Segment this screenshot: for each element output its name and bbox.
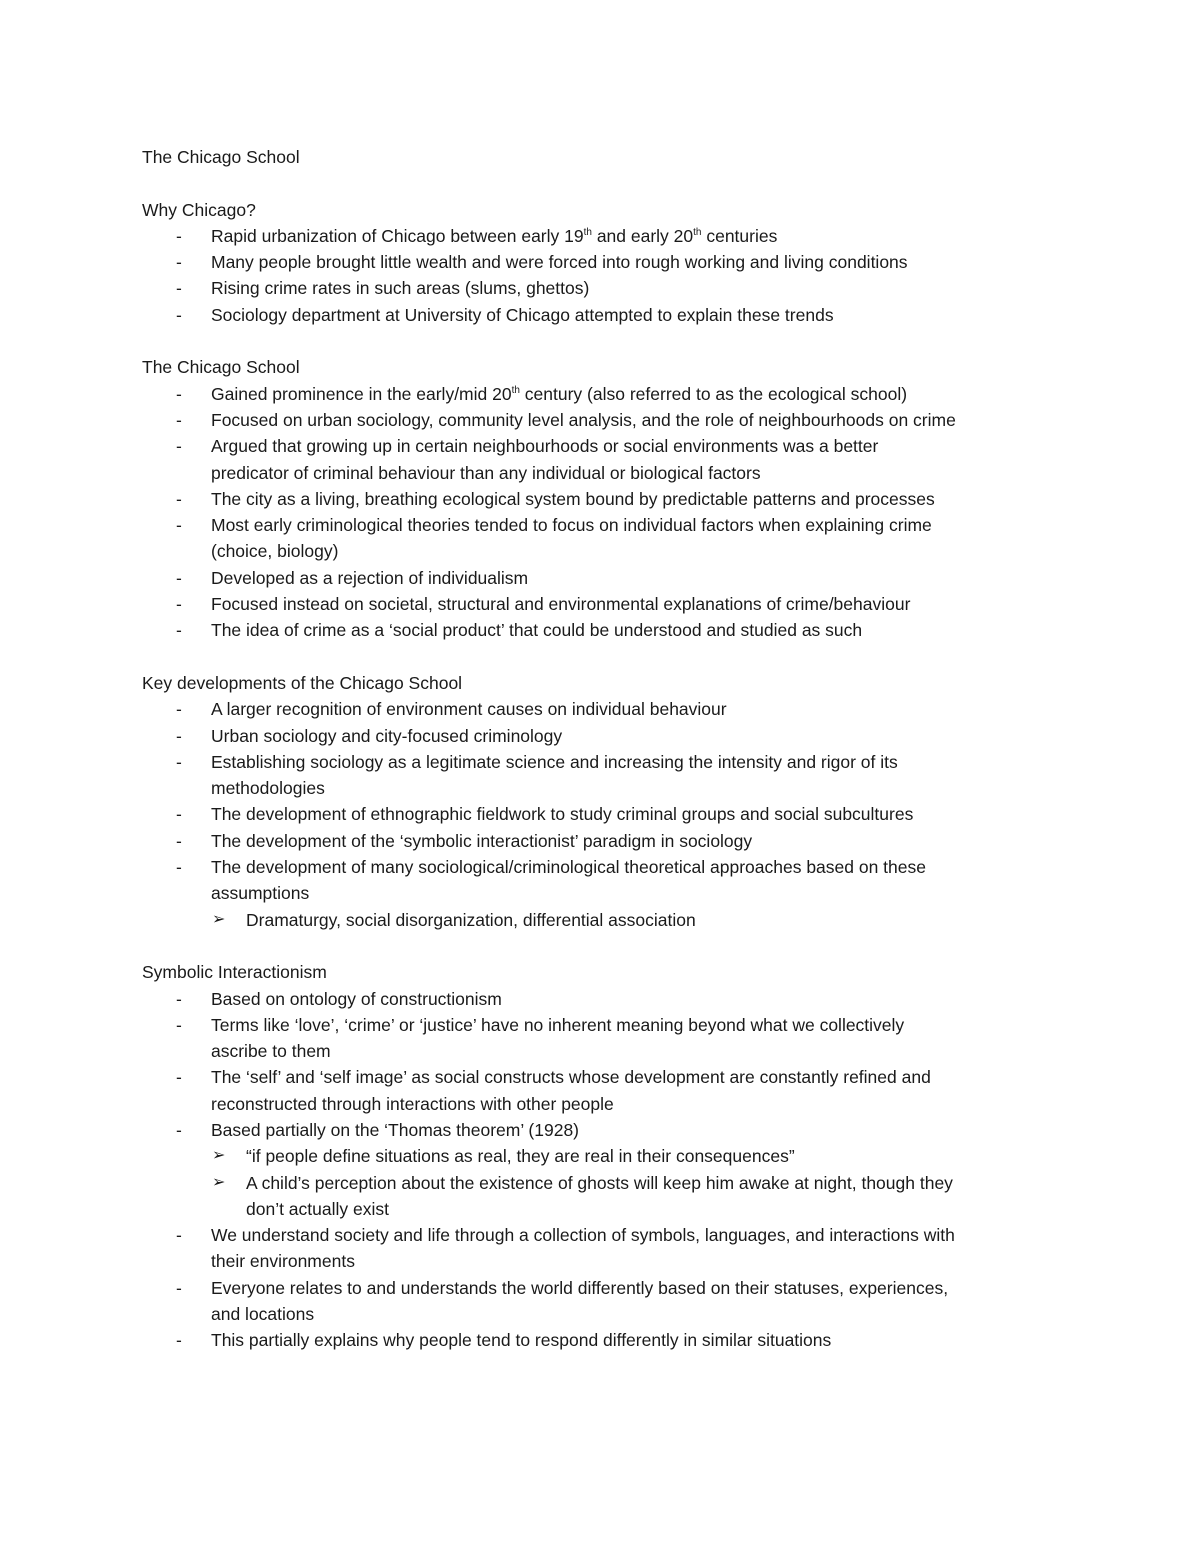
list-item: - The idea of crime as a ‘social product’ that could be understood and studied as such bbox=[142, 617, 1072, 643]
section-heading-symbolic-interactionism: Symbolic Interactionism bbox=[142, 962, 327, 983]
list-item: - Sociology department at University of Chicago attempted to explain these trends bbox=[142, 302, 1072, 328]
list-item: - Focused instead on societal, structural and environmental explanations of crime/behaviour bbox=[142, 591, 1072, 617]
dash-bullet-icon: - bbox=[176, 278, 182, 299]
dash-bullet-icon: - bbox=[176, 304, 182, 325]
dash-bullet-icon: - bbox=[176, 1330, 182, 1351]
dash-bullet-icon: - bbox=[176, 515, 182, 536]
list-item: - Argued that growing up in certain neighbourhoods or social environments was a better bbox=[142, 433, 1072, 459]
dash-bullet-icon: - bbox=[176, 225, 182, 246]
list-item: - Gained prominence in the early/mid 20th century (also referred to as the ecological school) bbox=[142, 381, 1072, 407]
section-heading-key-developments: Key developments of the Chicago School bbox=[142, 672, 463, 693]
dash-bullet-icon: - bbox=[176, 1225, 182, 1246]
document-title: The Chicago School bbox=[142, 147, 300, 167]
list-item: - A larger recognition of environment causes on individual behaviour bbox=[142, 696, 1072, 722]
dash-bullet-icon: - bbox=[176, 1119, 182, 1140]
list-item-continuation: methodologies bbox=[211, 778, 325, 799]
list-item: - Everyone relates to and understands the world differently based on their statuses, experiences, bbox=[142, 1275, 1072, 1301]
dash-bullet-icon: - bbox=[176, 830, 182, 851]
dash-bullet-icon: - bbox=[176, 488, 182, 509]
spacer bbox=[142, 328, 1072, 354]
sub-list-item-continuation: don’t actually exist bbox=[246, 1198, 389, 1219]
list-item: - Rising crime rates in such areas (slums, ghettos) bbox=[142, 275, 1072, 301]
list-item: - The development of many sociological/criminological theoretical approaches based on these bbox=[142, 854, 1072, 880]
dash-bullet-icon: - bbox=[176, 857, 182, 878]
dash-bullet-icon: - bbox=[176, 699, 182, 720]
list-item: - Terms like ‘love’, ‘crime’ or ‘justice’ have no inherent meaning beyond what we collectively bbox=[142, 1012, 1072, 1038]
sub-list-item: ➢ A child’s perception about the existence of ghosts will keep him awake at night, though they bbox=[142, 1170, 1072, 1196]
dash-bullet-icon: - bbox=[176, 567, 182, 588]
spacer bbox=[142, 933, 1072, 959]
dash-bullet-icon: - bbox=[176, 620, 182, 641]
list-item: - The development of the ‘symbolic interactionist’ paradigm in sociology bbox=[142, 828, 1072, 854]
arrow-bullet-icon: ➢ bbox=[212, 1173, 226, 1191]
list-item: - Many people brought little wealth and were forced into rough working and living conditions bbox=[142, 249, 1072, 275]
dash-bullet-icon: - bbox=[176, 252, 182, 273]
dash-bullet-icon: - bbox=[176, 725, 182, 746]
list-item-continuation: predicator of criminal behaviour than any individual or biological factors bbox=[211, 462, 761, 483]
dash-bullet-icon: - bbox=[176, 988, 182, 1009]
list-item: - Based on ontology of constructionism bbox=[142, 986, 1072, 1012]
list-item: - Focused on urban sociology, community level analysis, and the role of neighbourhoods on crime bbox=[142, 407, 1072, 433]
list-item-continuation: ascribe to them bbox=[211, 1041, 331, 1062]
spacer bbox=[142, 170, 1072, 196]
list-item: - The development of ethnographic fieldwork to study criminal groups and social subcultures bbox=[142, 801, 1072, 827]
dash-bullet-icon: - bbox=[176, 1067, 182, 1088]
dash-bullet-icon: - bbox=[176, 751, 182, 772]
arrow-bullet-icon: ➢ bbox=[212, 1147, 226, 1165]
spacer bbox=[142, 644, 1072, 670]
list-item-continuation: (choice, biology) bbox=[211, 541, 339, 562]
list-item: - Most early criminological theories tended to focus on individual factors when explaining crime bbox=[142, 512, 1072, 538]
list-item-continuation: their environments bbox=[211, 1251, 355, 1272]
list-item: - We understand society and life through a collection of symbols, languages, and interactions with bbox=[142, 1222, 1072, 1248]
list-item: - The ‘self’ and ‘self image’ as social constructs whose development are constantly refined and bbox=[142, 1064, 1072, 1090]
dash-bullet-icon: - bbox=[176, 1014, 182, 1035]
list-item: - The city as a living, breathing ecological system bound by predictable patterns and processes bbox=[142, 486, 1072, 512]
list-item: - Based partially on the ‘Thomas theorem’ (1928) bbox=[142, 1117, 1072, 1143]
section-heading-chicago-school: The Chicago School bbox=[142, 357, 300, 378]
list-item: - Urban sociology and city-focused criminology bbox=[142, 723, 1072, 749]
dash-bullet-icon: - bbox=[176, 594, 182, 615]
dash-bullet-icon: - bbox=[176, 804, 182, 825]
list-item-continuation: assumptions bbox=[211, 883, 310, 904]
document-page bbox=[142, 144, 1072, 1354]
list-item: - Rapid urbanization of Chicago between early 19th and early 20th centuries bbox=[142, 223, 1072, 249]
list-item: - Developed as a rejection of individualism bbox=[142, 565, 1072, 591]
list-item: - Establishing sociology as a legitimate science and increasing the intensity and rigor of its bbox=[142, 749, 1072, 775]
list-item: - This partially explains why people tend to respond differently in similar situations bbox=[142, 1327, 1072, 1353]
section-heading-why-chicago: Why Chicago? bbox=[142, 199, 256, 220]
list-item-continuation: and locations bbox=[211, 1304, 315, 1325]
dash-bullet-icon: - bbox=[176, 383, 182, 404]
dash-bullet-icon: - bbox=[176, 436, 182, 457]
dash-bullet-icon: - bbox=[176, 409, 182, 430]
sub-list-item: ➢ “if people define situations as real, they are real in their consequences” bbox=[142, 1143, 1072, 1169]
arrow-bullet-icon: ➢ bbox=[212, 910, 226, 928]
dash-bullet-icon: - bbox=[176, 1277, 182, 1298]
sub-list-item: ➢ Dramaturgy, social disorganization, differential association bbox=[142, 907, 1072, 933]
list-item-continuation: reconstructed through interactions with other people bbox=[211, 1093, 614, 1114]
